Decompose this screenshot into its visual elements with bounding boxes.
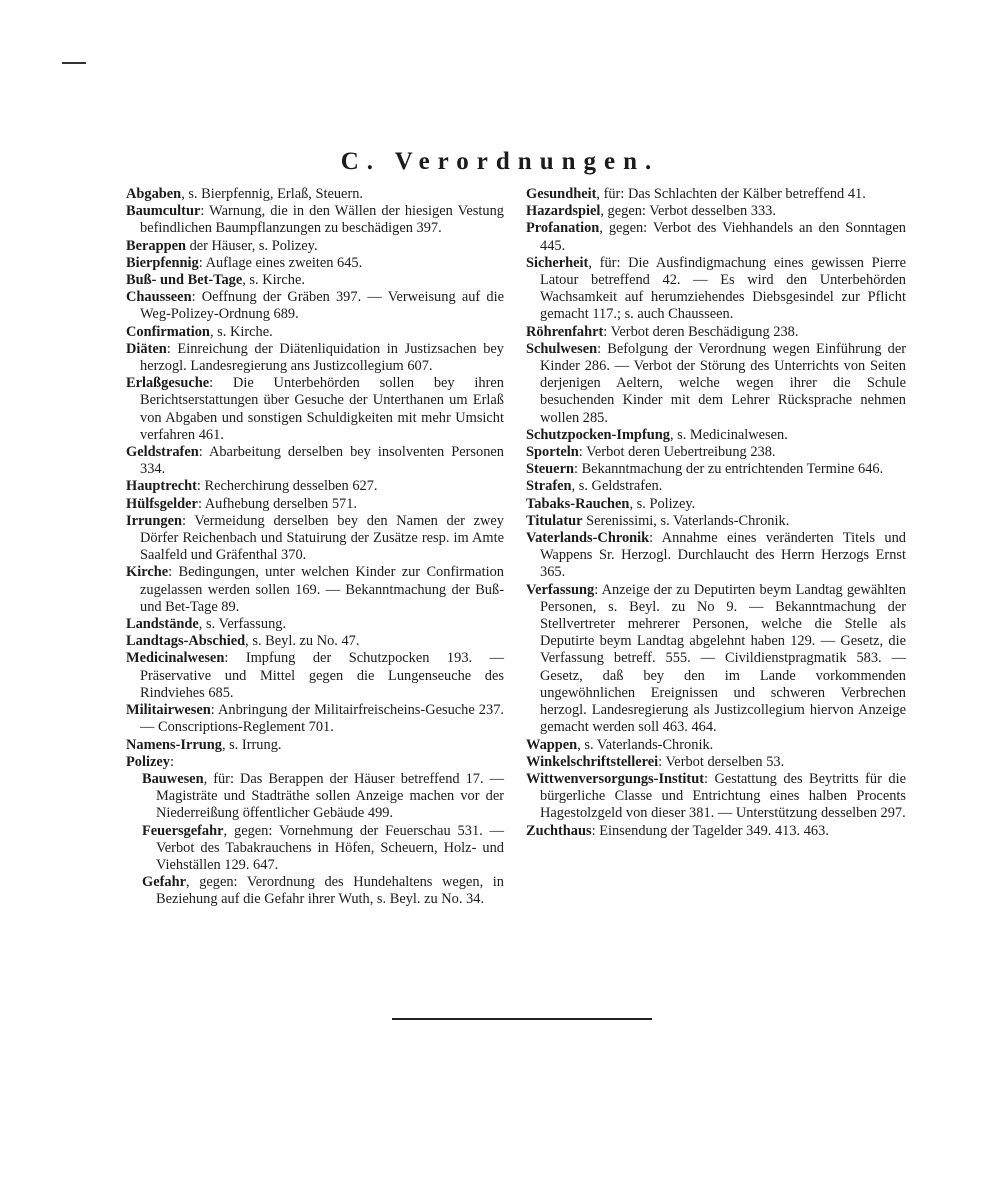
entry-heading: Hauptrecht [126, 478, 197, 495]
entry-heading: Berappen [126, 237, 186, 254]
index-entry [526, 444, 906, 461]
entry-heading: Namens-Irrung [126, 736, 222, 753]
entry-text: , gegen: Vornehmung der Feuerschau 531. — Verbot des Tabakrauchens in Höfen, Scheuern, Holz- und Viehställen 129. 647. [156, 822, 504, 873]
entry-heading: Landstände [126, 616, 199, 633]
right-column [526, 186, 906, 840]
index-entry [126, 564, 504, 616]
index-entry [126, 737, 504, 754]
entry-heading: Bauwesen [142, 770, 204, 787]
index-entry [526, 530, 906, 582]
entry-heading: Bierpfennig [126, 254, 199, 271]
entry-heading: Röhrenfahrt [526, 323, 604, 340]
entry-text: , gegen: Verbot desselben 333. [600, 203, 776, 220]
entry-text: : Recherchirung desselben 627. [196, 478, 378, 495]
entry-text: : Aufhebung derselben 571. [197, 495, 358, 512]
index-entry [526, 771, 906, 823]
entry-text: : Anzeige der zu Deputirten beym Landtag gewählten Personen, s. Beyl. zu No 9. — Bekanntmachung der Stellvertreter mehrerer Personen, welche die Stelle als Deputirte beym Landtag abgelehnt haben 129. — Gesetz, die Verfassung betreff. 555. — Civildienstpragmatik 583. — Gesetz, daß bey den im Lande vorkommenden ungewöhnlichen Ereignissen und schweren Verbrechen herzogl. Landesregierung als Justizcollegium hiervon Anzeige gemacht werden soll 463. 464. [540, 581, 906, 736]
index-entry [126, 444, 504, 478]
entry-text: : Vermeidung derselben bey den Namen der zwey Dörfer Reichenbach und Statuirung der Zusätze resp. im Amte Saalfeld und Gräfenthal 370. [140, 512, 504, 564]
entry-heading: Erlaßgesuche [126, 375, 210, 392]
index-entry [526, 255, 906, 324]
entry-heading: Profanation [526, 220, 600, 237]
entry-heading: Landtags-Abschied [126, 633, 246, 650]
entry-text: : Auflage eines zweiten 645. [198, 254, 363, 271]
bottom-rule [392, 1018, 652, 1020]
entry-text: , s. Geldstrafen. [571, 478, 663, 495]
index-entry [126, 255, 504, 272]
entry-text: : Verbot deren Beschädigung 238. [603, 323, 799, 340]
page-title: C. Verordnungen. [340, 148, 660, 175]
entry-heading: Wittwenversorgungs-Institut [526, 770, 705, 787]
entry-text: : Annahme eines veränderten Titels und Wappens Sr. Herzogl. Durchlaucht des Herrn Herzogs Ernst 365. [540, 530, 906, 581]
entry-heading: Polizey [126, 753, 170, 770]
entry-text: : Abarbeitung derselben bey insolventen Personen 334. [140, 444, 504, 478]
index-entry [526, 220, 906, 254]
index-entry [126, 341, 504, 375]
index-entry [126, 496, 504, 513]
entry-heading: Tabaks-Rauchen [526, 495, 630, 512]
index-entry [526, 478, 906, 495]
index-entry [126, 203, 504, 237]
index-entry [126, 186, 504, 203]
entry-text: , s. Irrung. [221, 736, 282, 753]
index-entry [526, 186, 906, 203]
right-entries [526, 186, 906, 840]
entry-heading: Schutzpocken-Impfung [526, 426, 670, 443]
entry-text: , für: Das Berappen der Häuser betreffend 17. — Magisträte und Stadträthe sollen Anzeige machen vor der Niederreißung öffentlicher Gebäude 499. [156, 770, 504, 822]
entry-heading: Wappen [526, 736, 578, 753]
index-entry [126, 375, 504, 444]
entry-heading: Sporteln [526, 444, 579, 461]
index-entry [526, 341, 906, 427]
entry-text: der Häuser, s. Polizey. [185, 237, 318, 254]
index-entry [126, 238, 504, 255]
entry-text: , für: Die Ausfindigmachung eines gewissen Pierre Latour betreffend 42. — Es wird den Unterbehörden Wachsamkeit auf herumziehendes Diebsgesindel zur Pflicht gemacht 117.; s. auch Chausseen. [540, 254, 906, 323]
entry-heading: Chausseen [126, 289, 192, 306]
entry-text: : Oeffnung der Gräben 397. — Verweisung auf die Weg-Polizey-Ordnung 689. [140, 289, 504, 323]
entry-heading: Gesundheit [526, 186, 597, 202]
index-entry [526, 203, 906, 220]
entry-heading: Hülfsgelder [126, 495, 198, 512]
entry-text: , s. Verfassung. [198, 616, 287, 633]
entry-text: : Warnung, die in den Wällen der hiesigen Vestung befindlichen Baumpflanzungen zu beschädigen 397. [140, 203, 504, 237]
entry-heading: Zuchthaus [526, 822, 592, 839]
entry-heading: Baumcultur [126, 203, 201, 220]
index-entry [526, 324, 906, 341]
entry-text: , s. Polizey. [629, 495, 696, 512]
entry-heading: Irrungen [126, 512, 182, 529]
index-entry [526, 582, 906, 737]
page-corner-mark [62, 62, 86, 64]
entry-heading: Winkelschriftstellerei [526, 753, 659, 770]
entry-text: : Verbot derselben 53. [658, 753, 785, 770]
index-entry [526, 737, 906, 754]
entry-text: : Einreichung der Diätenliquidation in Justizsachen bey herzogl. Landesregierung ans Justizcollegium 607. [140, 340, 504, 375]
entry-heading: Verfassung [526, 581, 595, 598]
entry-text: : Bekanntmachung der zu entrichtenden Termine 646. [573, 461, 884, 478]
index-entry [126, 478, 504, 495]
index-entry [126, 513, 504, 565]
index-entry [526, 754, 906, 771]
index-entry [142, 823, 504, 875]
entry-heading: Militairwesen [126, 702, 211, 719]
entry-text: , gegen: Verordnung des Hundehaltens wegen, in Beziehung auf die Gefahr ihrer Wuth, s. Beyl. zu No. 34. [156, 874, 504, 908]
entry-heading: Sicherheit [526, 254, 589, 271]
entry-heading: Buß- und Bet-Tage [126, 272, 243, 289]
index-entry [126, 702, 504, 736]
index-entry [126, 324, 504, 341]
entry-heading: Kirche [126, 564, 169, 581]
entry-text: : Befolgung der Verordnung wegen Einführung der Kinder 286. — Verbot der Störung des Unterrichts von Seiten derjenigen Aeltern, welche wegen ihrer die Schule besuchenden Kinder mit dem Lehrer Rücksprache nehmen wollen 285. [540, 340, 906, 426]
entry-text: , s. Vaterlands-Chronik. [577, 736, 714, 753]
entry-text: , s. Kirche. [209, 323, 273, 340]
index-entry [126, 633, 504, 650]
index-entry [526, 461, 906, 478]
entry-text: : Gestattung des Beytritts für die bürgerliche Classe und Entrichtung eines halben Procents Hagestolzgeld von dieser 381. — Unterstützung desselben 297. [540, 770, 906, 822]
entry-text: , für: Das Schlachten der Kälber betreffend 41. [596, 186, 866, 202]
entry-text: , s. Kirche. [242, 272, 305, 289]
entry-heading: Geldstrafen [126, 444, 199, 461]
index-entry [126, 272, 504, 289]
entry-text: : Verbot deren Uebertreibung 238. [578, 444, 776, 461]
index-entry [142, 771, 504, 823]
index-entry [142, 874, 504, 908]
polizey-subentries [126, 771, 504, 909]
entry-text: : [169, 753, 174, 770]
index-entry [126, 289, 504, 323]
entry-text: : Anbringung der Militairfreischeins-Gesuche 237. — Conscriptions-Reglement 701. [140, 702, 504, 736]
entry-heading: Steuern [526, 461, 574, 478]
left-column [126, 186, 504, 909]
index-entry [126, 650, 504, 702]
entry-text: : Die Unterbehörden sollen bey ihren Berichtserstattungen über Gesuche der Unterthanen um Erlaß von Abgaben und sonstigen Schuldigkeiten mit mehr Umsicht verfahren 461. [140, 375, 504, 443]
entry-heading: Gefahr [142, 874, 186, 891]
entry-heading: Abgaben [126, 186, 182, 202]
entry-text: : Impfung der Schutzpocken 193. — Präservative und Mittel gegen die Lungenseuche des Rindviehes 685. [140, 650, 504, 701]
entry-heading: Diäten [126, 340, 167, 357]
index-entry [526, 513, 906, 530]
entry-heading: Confirmation [126, 323, 210, 340]
entry-text: , gegen: Verbot des Viehhandels an den Sonntagen 445. [540, 220, 906, 254]
entry-text: : Bedingungen, unter welchen Kinder zur Confirmation zugelassen werden sollen 169. — Bekanntmachung der Buß- und Bet-Tage 89. [140, 564, 504, 615]
index-entry [126, 616, 504, 633]
entry-heading: Medicinalwesen [126, 650, 225, 667]
index-entry [126, 754, 504, 771]
entry-heading: Schulwesen [526, 340, 598, 357]
entry-text: Serenissimi, s. Vaterlands-Chronik. [582, 512, 790, 529]
entry-heading: Titulatur [526, 512, 583, 529]
entry-heading: Feuersgefahr [142, 822, 224, 839]
entry-heading: Hazardspiel [526, 203, 601, 220]
index-entry [526, 823, 906, 840]
left-entries [126, 186, 504, 771]
index-entry [526, 427, 906, 444]
entry-text: , s. Beyl. zu No. 47. [245, 633, 360, 650]
entry-heading: Vaterlands-Chronik [526, 530, 650, 547]
entry-text: : Einsendung der Tagelder 349. 413. 463. [591, 822, 829, 839]
index-entry [526, 496, 906, 513]
entry-text: , s. Medicinalwesen. [669, 426, 788, 443]
entry-text: , s. Bierpfennig, Erlaß, Steuern. [181, 186, 364, 202]
entry-heading: Strafen [526, 478, 572, 495]
